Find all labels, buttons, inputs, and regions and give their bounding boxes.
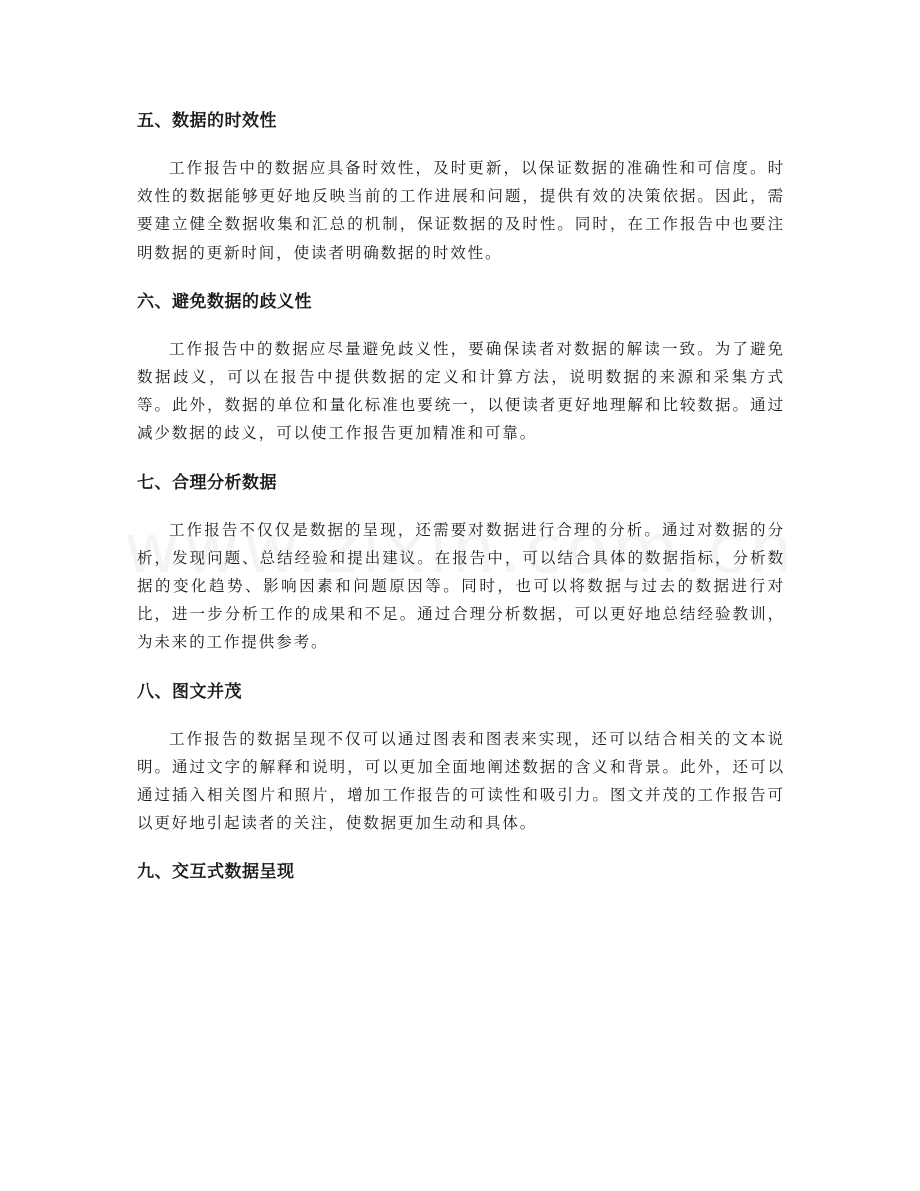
- section-heading-7: 七、合理分析数据: [137, 472, 277, 493]
- section-heading-8: 八、图文并茂: [137, 681, 242, 702]
- section-heading-6: 六、避免数据的歧义性: [137, 291, 312, 312]
- section-paragraph-7: 工作报告不仅仅是数据的呈现，还需要对数据进行合理的分析。通过对数据的分析，发现问题、总结经验和提出建议。在报告中，可以结合具体的数据指标，分析数据的变化趋势、影响因素和问题原因等。同时，也可以将数据与过去的数据进行对比，进一步分析工作的成果和不足。通过合理分析数据，可以更好地总结经验教训，为未来的工作提供参考。: [137, 520, 785, 652]
- section-paragraph-8: 工作报告的数据呈现不仅可以通过图表和图表来实现，还可以结合相关的文本说明。通过文字的解释和说明，可以更加全面地阐述数据的含义和背景。此外，还可以通过插入相关图片和照片，增加工作报告的可读性和吸引力。图文并茂的工作报告可以更好地引起读者的关注，使数据更加生动和具体。: [137, 729, 785, 833]
- section-heading-5: 五、数据的时效性: [137, 111, 277, 131]
- section-paragraph-6: 工作报告中的数据应尽量避免歧义性，要确保读者对数据的解读一致。为了避免数据歧义，可以在报告中提供数据的定义和计算方法，说明数据的来源和采集方式等。此外，数据的单位和量化标准也要统一，以便读者更好地理解和比较数据。通过减少数据的歧义，可以使工作报告更加精准和可靠。: [137, 339, 785, 443]
- document-body: [137, 106, 785, 887]
- section-paragraph-5: 工作报告中的数据应具备时效性，及时更新，以保证数据的准确性和可信度。时效性的数据能够更好地反映当前的工作进展和问题，提供有效的决策依据。因此，需要建立健全数据收集和汇总的机制，保证数据的及时性。同时，在工作报告中也要注明数据的更新时间，使读者明确数据的时效性。: [137, 159, 785, 262]
- section-heading-9: 九、交互式数据呈现: [137, 862, 295, 883]
